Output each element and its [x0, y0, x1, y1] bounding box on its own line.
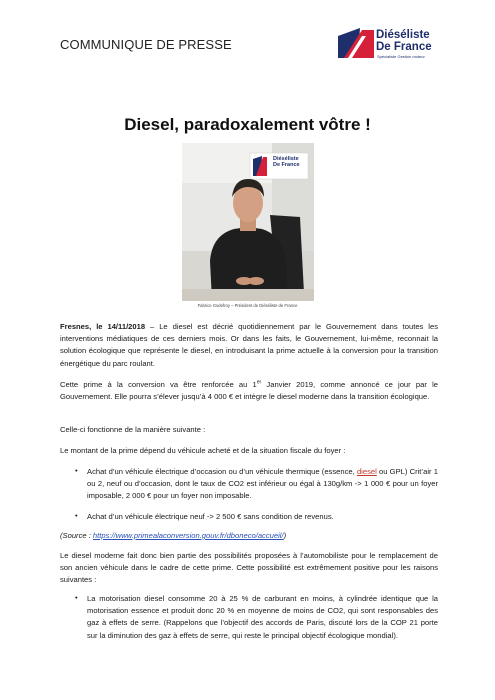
document-title: Diesel, paradoxalement vôtre ! — [124, 115, 371, 134]
source-suffix: ) — [283, 531, 287, 540]
bullet-icon: • — [75, 466, 78, 475]
bullet2-text: Achat d’un véhicule électrique neuf -> 2 500 € sans condition de revenus. — [87, 512, 334, 521]
dieseliste-logo — [338, 28, 446, 62]
president-photo — [182, 143, 314, 301]
dateline: Fresnes, le 14/11/2018 — [60, 322, 146, 331]
diesel-link[interactable]: diesel — [356, 467, 377, 476]
intro-text: – Le diesel est décrié quotidiennement par le Gouvernement dans toutes les interventions médiatiques de ces derniers mois. Or dans les faits, le Gouvernement, lui-même, reconnait la solution écologique que représente le diesel, en introduisant la prime actuelle à la conversion pour la transition énergétique du parc roulant. — [60, 322, 438, 368]
source-line — [60, 530, 438, 542]
bullet-icon: • — [75, 593, 78, 602]
para2-after: Janvier 2019, comme annoncé ce jour par le Gouvernement. Elle pourra s’élever jusqu’à 4 000 € et intègre le diesel moderne dans la transition écologique. — [60, 380, 438, 402]
press-release-label: COMMUNIQUE DE PRESSE — [60, 37, 232, 52]
paragraph-amount — [60, 445, 438, 457]
photo-sign-line-1: Diéséliste — [273, 156, 299, 162]
logo-flag-icon — [338, 28, 374, 58]
bullet-item-used-vehicle — [87, 466, 438, 503]
photo-sign-line-2: De France — [273, 162, 300, 168]
bullet-icon: • — [75, 511, 78, 520]
photo-caption: Fabrice Godefroy – Président de Diéséliste de France — [197, 303, 298, 308]
para4-text: Le montant de la prime dépend du véhicule acheté et de la situation fiscale du foyer : — [60, 446, 346, 455]
paragraph-prime-reinforced — [60, 379, 438, 403]
paragraph-modern-diesel — [60, 550, 438, 587]
bullet-item-consumption — [87, 593, 438, 642]
source-link[interactable]: https://www.primealaconversion.gouv.fr/dboneco/accueil/ — [92, 531, 284, 540]
logo-tagline: Spécialiste Gestion moteur — [377, 54, 425, 59]
para5-text: Le diesel moderne fait donc bien partie des possibilités proposées à l’automobiliste pour le remplacement de son ancien véhicule dans le cadre de cette prime. Cette possibilité est extrêmement positive pour les raisons suivantes : — [60, 551, 438, 585]
bullet1-before: Achat d’un véhicule électrique d’occasion ou d’un véhicule thermique (essence, — [87, 467, 357, 476]
logo-line-2: De France — [376, 41, 432, 53]
logo-line-1: Diéséliste — [376, 29, 430, 41]
bullet1-after: ou GPL) Crit’air 1 ou 2, neuf ou d’occasion, dont le taux de CO2 est inférieur ou égal à 130g/km -> 1 000 € pour un foyer imposable, 2 000 € pour un foyer non imposable. — [87, 467, 438, 501]
bullet-item-new-electric — [87, 511, 438, 523]
intro-paragraph — [60, 321, 438, 370]
paragraph-how-it-works — [60, 424, 438, 436]
para3-text: Celle-ci fonctionne de la manière suivante : — [60, 425, 206, 434]
para2-sup: er — [256, 379, 262, 386]
bullet3-text: La motorisation diesel consomme 20 à 25 % de carburant en moins, à cylindrée identique que la motorisation essence et produit donc 20 % en moyenne de moins de CO2, qui sont responsables des gaz à effets de serre. (Rappelons que l’objectif des accords de Paris, discuté lors de la COP 21 porte sur la diminution des gaz à effets de serre, qui reste le principal objectif écologique mondial). — [87, 594, 438, 640]
source-prefix: (Source : — [60, 531, 93, 540]
para2-before: Cette prime à la conversion va être renforcée au 1 — [60, 380, 257, 389]
